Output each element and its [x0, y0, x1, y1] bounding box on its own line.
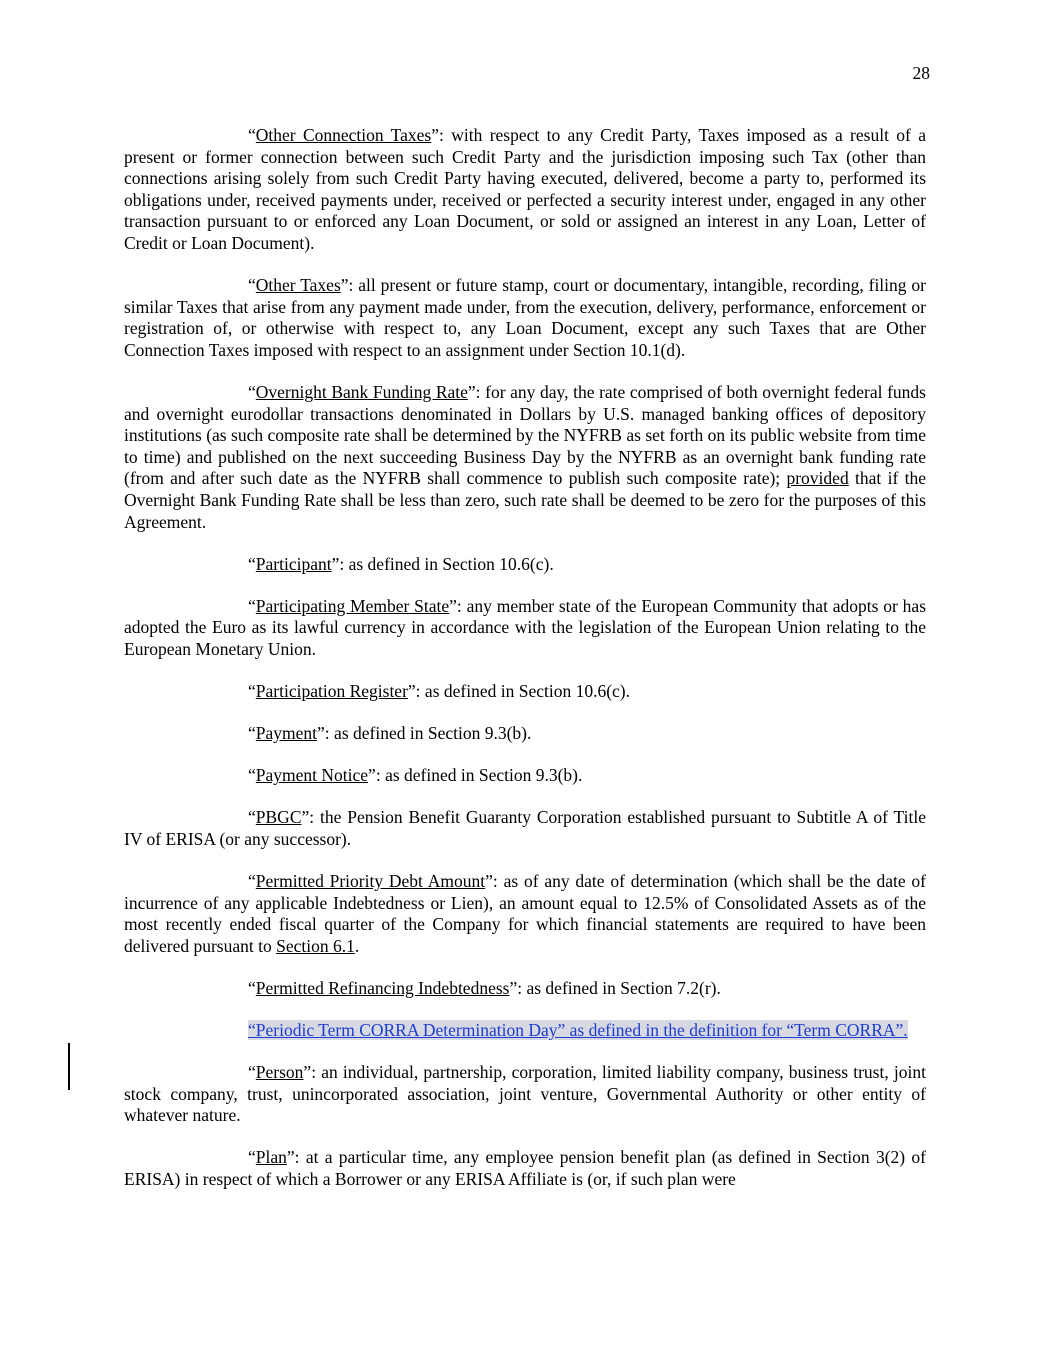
- definition-overnight-bank-funding-rate: “Overnight Bank Funding Rate”: for any day, the rate comprised of both overnight federal funds and overnight eurodollar transactions denominated in Dollars by U.S. managed banking offices of depository institutions (as such composite rate shall be determined by the NYFRB as set forth on its public website from time to time) and published on the next succeeding Business Day by the NYFRB as an overnight bank funding rate (from and after such date as the NYFRB shall commence to publish such composite rate); provided that if the Overnight Bank Funding Rate shall be less than zero, such rate shall be deemed to be zero for the purposes of this Agreement.: [124, 381, 926, 532]
- definition-permitted-refinancing-indebtedness: “Permitted Refinancing Indebtedness”: as defined in Section 7.2(r).: [248, 977, 721, 998]
- defined-term: Participant: [255, 553, 332, 574]
- page-number: 28: [912, 63, 930, 83]
- definition-other-connection-taxes: “Other Connection Taxes”: with respect to any Credit Party, Taxes imposed as a result of a present or former connection between such Credit Party and the jurisdiction imposing such Tax (other than connections arising solely from such Credit Party having executed, delivered, become a party to, performed its obligations under, received payments under, received or perfected a security interest under, engaged in any other transaction pursuant to or enforced any Loan Document, or sold or assigned an interest in any Loan, Letter of Credit or Loan Document).: [124, 125, 926, 253]
- defined-term: Permitted Priority Debt Amount: [255, 870, 486, 891]
- definition-periodic-term-corra-determination-day: [124, 1020, 926, 1042]
- definition-text: the Pension Benefit Guaranty Corporation established pursuant to Subtitle A of Title IV of ERISA (or any successor).: [124, 807, 926, 849]
- definition-text: an individual, partnership, corporation, limited liability company, business trust, joint stock company, trust, unincorporated association, joint venture, Governmental Authority or other entity of whatever nature.: [124, 1062, 926, 1126]
- definition-participating-member-state: “Participating Member State”: any member state of the European Community that adopts or has adopted the Euro as its lawful currency in accordance with the legislation of the European Union relating to the European Monetary Union.: [124, 595, 927, 659]
- defined-term: Permitted Refinancing Indebtedness: [255, 977, 510, 998]
- defined-term: Payment Notice: [255, 765, 369, 786]
- defined-term: Other Taxes: [255, 275, 341, 296]
- defined-term: PBGC: [255, 807, 302, 828]
- definition-text: as defined in Section 9.3(b).: [385, 765, 583, 786]
- definition-text: at a particular time, any employee pension benefit plan (as defined in Section 3(2) of ERISA) in respect of which a Borrower or any ERISA Affiliate is (or, if such plan were: [124, 1147, 926, 1189]
- definition-text: all present or future stamp, court or documentary, intangible, recording, filing or similar Taxes that arise from any payment made under, from the execution, delivery, performance, enforcement or registration of, or otherwise with respect to, any Loan Document, except any such Taxes that are Other Connection Taxes imposed with respect to an assignment under Section 10.1(d).: [124, 275, 926, 360]
- definition-participant: “Participant”: as defined in Section 10.6(c).: [248, 553, 554, 574]
- definition-plan: “Plan”: at a particular time, any employee pension benefit plan (as defined in Section 3(2) of ERISA) in respect of which a Borrower or any ERISA Affiliate is (or, if such plan were: [124, 1147, 926, 1189]
- definition-text: as defined in Section 9.3(b).: [334, 723, 532, 744]
- defined-term: Participation Register: [255, 680, 408, 701]
- definition-text-tail: that if the Overnight Bank Funding Rate shall be less than zero, such rate shall be deemed to be zero for the purposes of this Agreement.: [124, 468, 926, 532]
- definition-text: as of any date of determination (which shall be the date of incurrence of any applicable Indebtedness or Lien), an amount equal to 12.5% of Consolidated Assets as of the most recently ended fiscal quarter of the Company for which financial statements are required to have been delivered pursuant to: [124, 870, 926, 956]
- section-reference: Section 6.1: [276, 935, 355, 956]
- definition-payment-notice: “Payment Notice”: as defined in Section 9.3(b).: [248, 765, 583, 786]
- defined-term: Other Connection Taxes: [255, 125, 432, 145]
- definition-text: any member state of the European Community that adopts or has adopted the Euro as its lawful currency in accordance with the legislation of the European Union relating to the European Monetary Union.: [124, 595, 927, 659]
- definition-other-taxes: “Other Taxes”: all present or future stamp, court or documentary, intangible, recording, filing or similar Taxes that arise from any payment made under, from the execution, delivery, performance, enforcement or registration of, or otherwise with respect to, any Loan Document, except any such Taxes that are Other Connection Taxes imposed with respect to an assignment under Section 10.1(d).: [124, 275, 926, 360]
- defined-term: Overnight Bank Funding Rate: [255, 381, 468, 402]
- definition-participation-register: “Participation Register”: as defined in Section 10.6(c).: [248, 680, 630, 701]
- revision-change-bar: [68, 1043, 70, 1090]
- definition-person: “Person”: an individual, partnership, corporation, limited liability company, business trust, joint stock company, trust, unincorporated association, joint venture, Governmental Authority or other entity of whatever nature.: [124, 1062, 926, 1126]
- definition-text: as defined in Section 10.6(c).: [348, 553, 554, 574]
- definition-text: as defined in Section 10.6(c).: [424, 680, 630, 701]
- definition-pbgc: “PBGC”: the Pension Benefit Guaranty Corporation established pursuant to Subtitle A of Title IV of ERISA (or any successor).: [124, 807, 926, 849]
- definition-text: with respect to any Credit Party, Taxes imposed as a result of a present or former connection between such Credit Party and the jurisdiction imposing such Tax (other than connections arising solely from such Credit Party having executed, delivered, become a party to, performed its obligations under, received payments under, received or perfected a security interest under, engaged in any other transaction pursuant to or enforced any Loan Document, or sold or assigned an interest in any Loan, Letter of Credit or Loan Document).: [124, 125, 926, 253]
- tracked-insertion: “Periodic Term CORRA Determination Day” as defined in the definition for “Term CORRA”.: [248, 1019, 908, 1040]
- defined-term: Payment: [255, 723, 318, 744]
- definition-permitted-priority-debt-amount: “Permitted Priority Debt Amount”: as of any date of determination (which shall be the date of incurrence of any applicable Indebtedness or Lien), an amount equal to 12.5% of Consolidated Assets as of the most recently ended fiscal quarter of the Company for which financial statements are required to have been delivered pursuant to Section 6.1.: [124, 870, 926, 956]
- underlined-word: provided: [786, 468, 849, 489]
- definition-text: for any day, the rate comprised of both overnight federal funds and overnight eurodollar transactions denominated in Dollars by U.S. managed banking offices of depository institutions (as such composite rate shall be determined by the NYFRB as set forth on its public website from time to time) and published on the next succeeding Business Day by the NYFRB as an overnight bank funding rate (from and after such date as the NYFRB shall commence to publish such composite rate);: [124, 381, 926, 489]
- definition-text-tail: .: [354, 935, 360, 956]
- defined-term: Participating Member State: [255, 595, 450, 616]
- definition-payment: “Payment”: as defined in Section 9.3(b).: [248, 723, 532, 744]
- definition-text: as defined in Section 7.2(r).: [526, 977, 721, 998]
- defined-term: Person: [255, 1062, 304, 1082]
- document-body: [124, 125, 926, 1190]
- defined-term: Plan: [255, 1147, 287, 1168]
